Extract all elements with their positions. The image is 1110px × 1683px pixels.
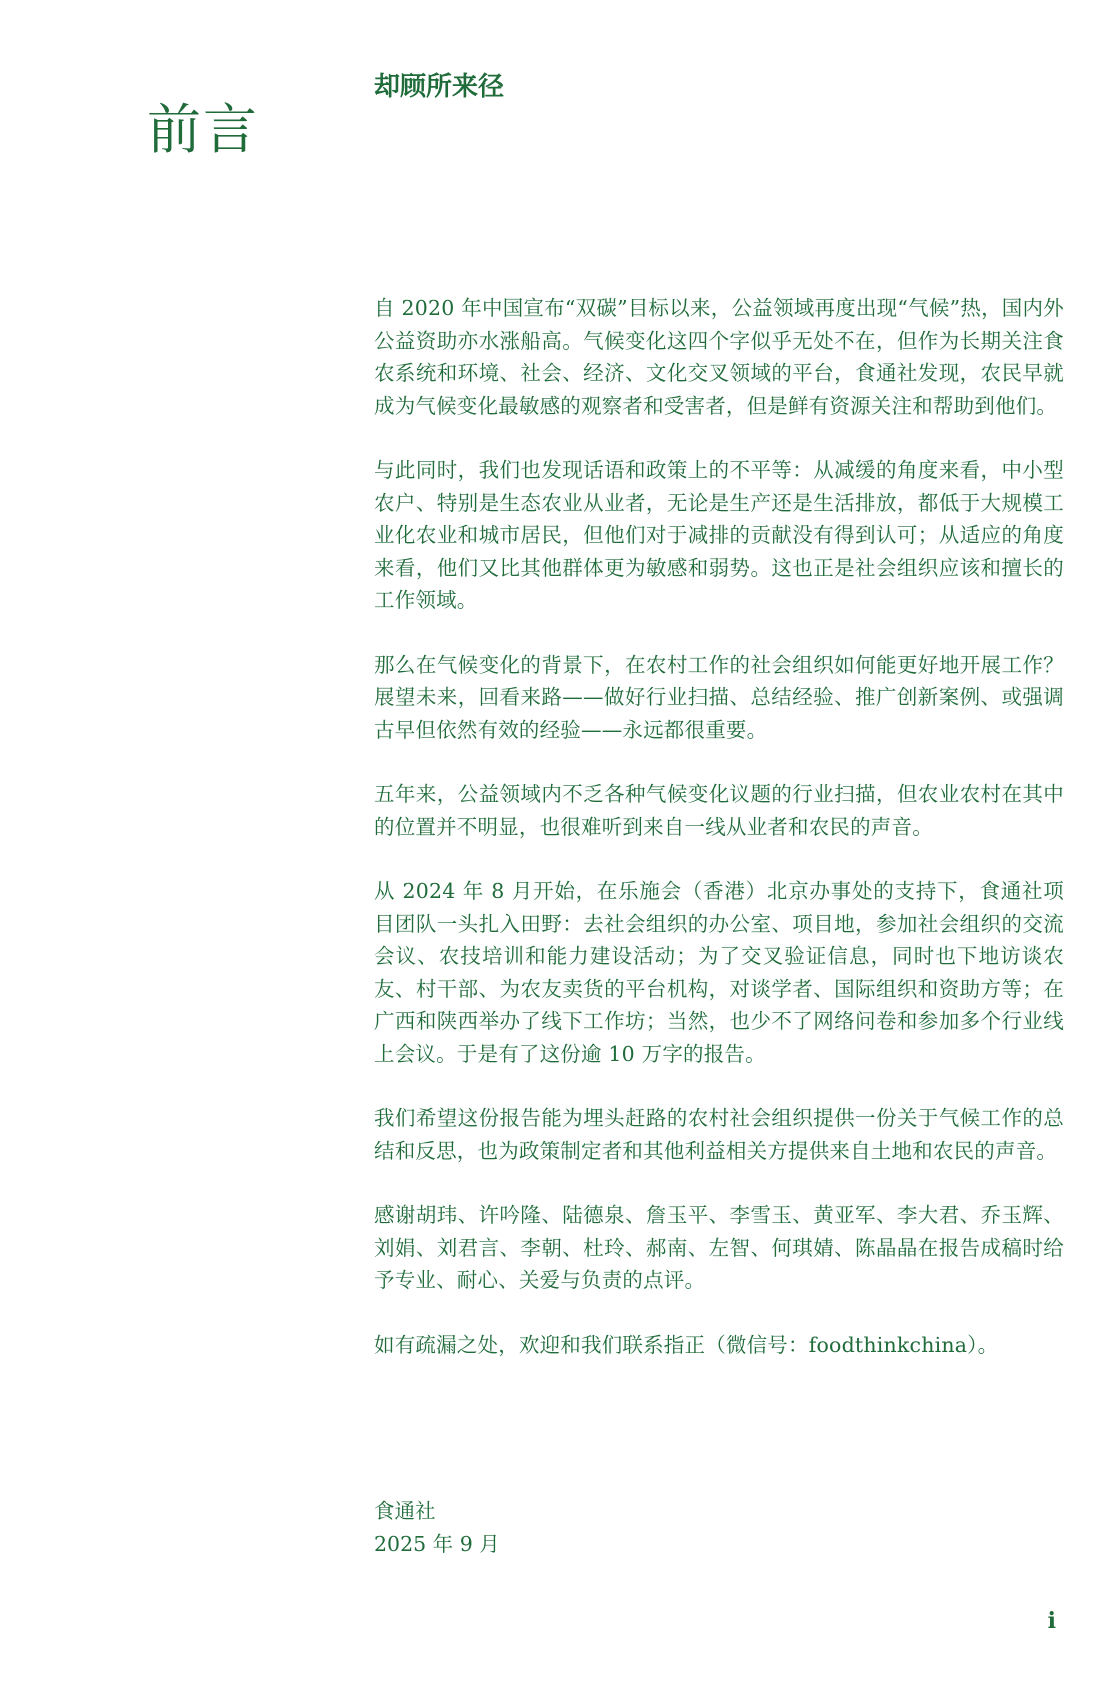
paragraph: 我们希望这份报告能为埋头赶路的农村社会组织提供一份关于气候工作的总结和反思，也为政策制定者和其他利益相关方提供来自土地和农民的声音。 <box>374 1106 1064 1163</box>
paragraph: 与此同时，我们也发现话语和政策上的不平等：从减缓的角度来看，中小型农户、特别是生态农业从业者，无论是生产还是生活排放，都低于大规模工业化农业和城市居民，但他们对于减排的贡献没有得到认可；从适应的角度来看，他们又比其他群体更为敏感和弱势。这也正是社会组织应该和擅长的工作领域。 <box>374 458 1064 612</box>
paragraph: 感谢胡玮、许吟隆、陆德泉、詹玉平、李雪玉、黄亚军、李大君、乔玉辉、刘娟、刘君言、李朝、杜玲、郝南、左智、何琪婧、陈晶晶在报告成稿时给予专业、耐心、关爱与负责的点评。 <box>374 1203 1064 1292</box>
paragraph: 如有疏漏之处，欢迎和我们联系指正（微信号：foodthinkchina）。 <box>374 1332 999 1357</box>
signature-date: 2025 年 9 月 <box>374 1531 500 1556</box>
paragraph: 自 2020 年中国宣布“双碳”目标以来，公益领域再度出现“气候”热，国内外公益资助亦水涨船高。气候变化这四个字似乎无处不在，但作为长期关注食农系统和环境、社会、经济、文化交叉领域的平台，食通社发现，农民早就成为气候变化最敏感的观察者和受害者，但是鲜有资源关注和帮助到他们。 <box>374 296 1064 418</box>
body-text <box>374 292 1064 1393</box>
signature <box>374 1495 500 1560</box>
page-title: 前言 <box>147 98 259 162</box>
paragraph: 从 2024 年 8 月开始，在乐施会（香港）北京办事处的支持下，食通社项目团队一头扎入田野：去社会组织的办公室、项目地，参加社会组织的交流会议、农技培训和能力建设活动；为了交叉验证信息，同时也下地访谈农友、村干部、为农友卖货的平台机构，对谈学者、国际组织和资助方等；在广西和陕西举办了线下工作坊；当然，也少不了网络问卷和参加多个行业线上会议。于是有了这份逾 10 万字的报告。 <box>374 879 1064 1066</box>
signature-org: 食通社 <box>374 1499 436 1523</box>
paragraph: 那么在气候变化的背景下，在农村工作的社会组织如何能更好地开展工作？展望未来，回看来路——做好行业扫描、总结经验、推广创新案例、或强调古早但依然有效的经验——永远都很重要。 <box>374 652 1064 742</box>
paragraph: 五年来，公益领域内不乏各种气候变化议题的行业扫描，但农业农村在其中的位置并不明显，也很难听到来自一线从业者和农民的声音。 <box>374 782 1064 839</box>
page-number: i <box>1047 1608 1056 1634</box>
section-subtitle: 却顾所来径 <box>374 72 505 102</box>
